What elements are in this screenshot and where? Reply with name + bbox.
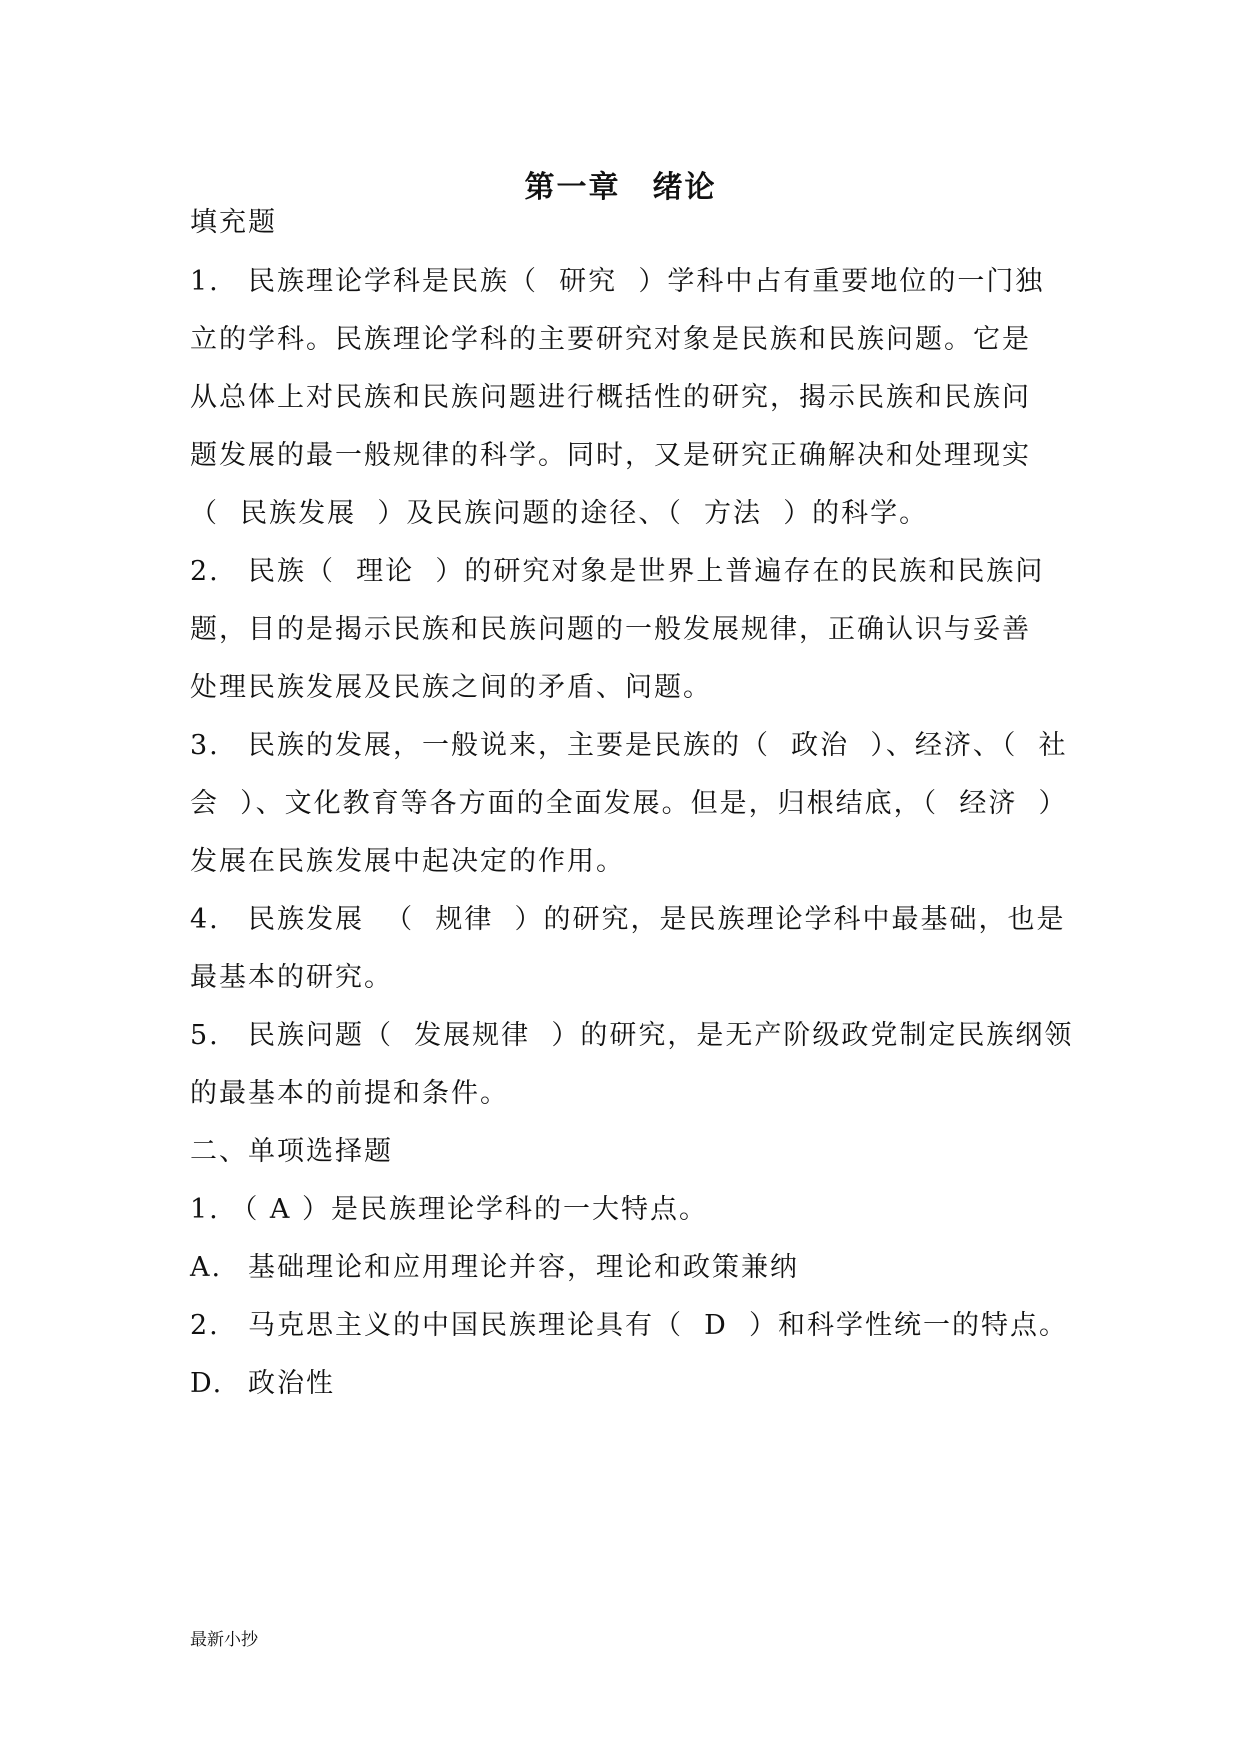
question-text: ）的研究对象是世界上普遍存在的民族和民族问 [435, 556, 1045, 587]
question-text: ）、经济、（ [870, 730, 1018, 761]
question-text: ）学科中占有重要地位的一门独 [638, 266, 1045, 297]
question-text: 马克思主义的中国民族理论具有（ [248, 1310, 683, 1341]
fill-q5-line1 [190, 1019, 1073, 1053]
fill-q2-line2: 题，目的是揭示民族和民族问题的一般发展规律，正确认识与妥善 [190, 614, 1031, 645]
answer-blank: 经济 [938, 788, 1039, 819]
answer-blank: 研究 [538, 266, 639, 297]
answer-blank: A [259, 1194, 303, 1225]
fill-q5-line2: 的最基本的前提和条件。 [190, 1078, 509, 1109]
question-text: （ [190, 498, 219, 529]
answer-blank: 社 [1017, 730, 1068, 761]
answer-blank: 方法 [682, 498, 784, 529]
question-number: 2. [190, 1310, 220, 1341]
answer-blank: D [683, 1310, 749, 1341]
question-text: 1. （ [190, 1194, 260, 1225]
fill-q3-line1 [190, 729, 1068, 763]
fill-q4-line2: 最基本的研究。 [190, 962, 393, 993]
option-label: A. [190, 1252, 223, 1283]
question-text: ）、文化教育等各方面的全面发展。但是，归根结底，（ [219, 788, 939, 819]
question-number: 5. [190, 1020, 220, 1051]
answer-blank: 发展规律 [393, 1020, 552, 1051]
question-text: ）及民族问题的途径、（ [377, 498, 683, 529]
question-text: ）的科学。 [783, 498, 929, 529]
fill-q1-line1 [190, 265, 1044, 299]
question-text: ） [1038, 788, 1068, 819]
answer-blank: 理论 [335, 556, 436, 587]
question-text: ）是民族理论学科的一大特点。 [302, 1194, 709, 1225]
fill-q1-line5 [190, 497, 928, 531]
answer-blank: 民族发展 [219, 498, 378, 529]
question-number: 4. [190, 904, 220, 935]
answer-blank: 政治 [770, 730, 871, 761]
question-text: ）的研究，是无产阶级政党制定民族纲领 [551, 1020, 1074, 1051]
question-text: 民族问题（ [248, 1020, 393, 1051]
question-number: 3. [190, 730, 220, 761]
chapter-title: 第一章 绪论 [524, 170, 717, 205]
question-text: ）和科学性统一的特点。 [748, 1310, 1068, 1341]
question-text: 民族（ [248, 556, 335, 587]
question-number: 2. [190, 556, 220, 587]
fill-q3-line3: 发展在民族发展中起决定的作用。 [190, 846, 625, 877]
section-heading-fill-in: 填充题 [190, 207, 277, 238]
fill-q2-line1 [190, 555, 1044, 589]
option-text: 政治性 [248, 1368, 335, 1399]
fill-q1-line3: 从总体上对民族和民族问题进行概括性的研究，揭示民族和民族问 [190, 382, 1031, 413]
fill-q1-line2: 立的学科。民族理论学科的主要研究对象是民族和民族问题。它是 [190, 324, 1031, 355]
choice-q1 [190, 1193, 708, 1227]
option-label: D. [190, 1368, 224, 1399]
answer-blank: 会 [190, 788, 219, 819]
fill-q1-line4: 题发展的最一般规律的科学。同时，又是研究正确解决和处理现实 [190, 440, 1031, 471]
question-text: 民族理论学科是民族（ [248, 266, 538, 297]
page-footer: 最新小抄 [190, 1630, 258, 1650]
question-number: 1. [190, 266, 220, 297]
answer-blank: 规律 [414, 904, 515, 935]
section-heading-single-choice: 二、单项选择题 [190, 1136, 393, 1167]
option-text: 基础理论和应用理论并容，理论和政策兼纳 [248, 1252, 799, 1283]
choice-q2 [190, 1309, 1068, 1343]
fill-q3-line2 [190, 787, 1068, 821]
fill-q2-line3: 处理民族发展及民族之间的矛盾、问题。 [190, 672, 712, 703]
question-text: 民族发展 （ [248, 904, 415, 935]
choice-q2-option [190, 1367, 335, 1401]
question-text: 民族的发展，一般说来，主要是民族的（ [248, 730, 770, 761]
fill-q4-line1 [190, 903, 1066, 937]
question-text: ）的研究，是民族理论学科中最基础，也是 [514, 904, 1066, 935]
choice-q1-option [190, 1251, 799, 1285]
